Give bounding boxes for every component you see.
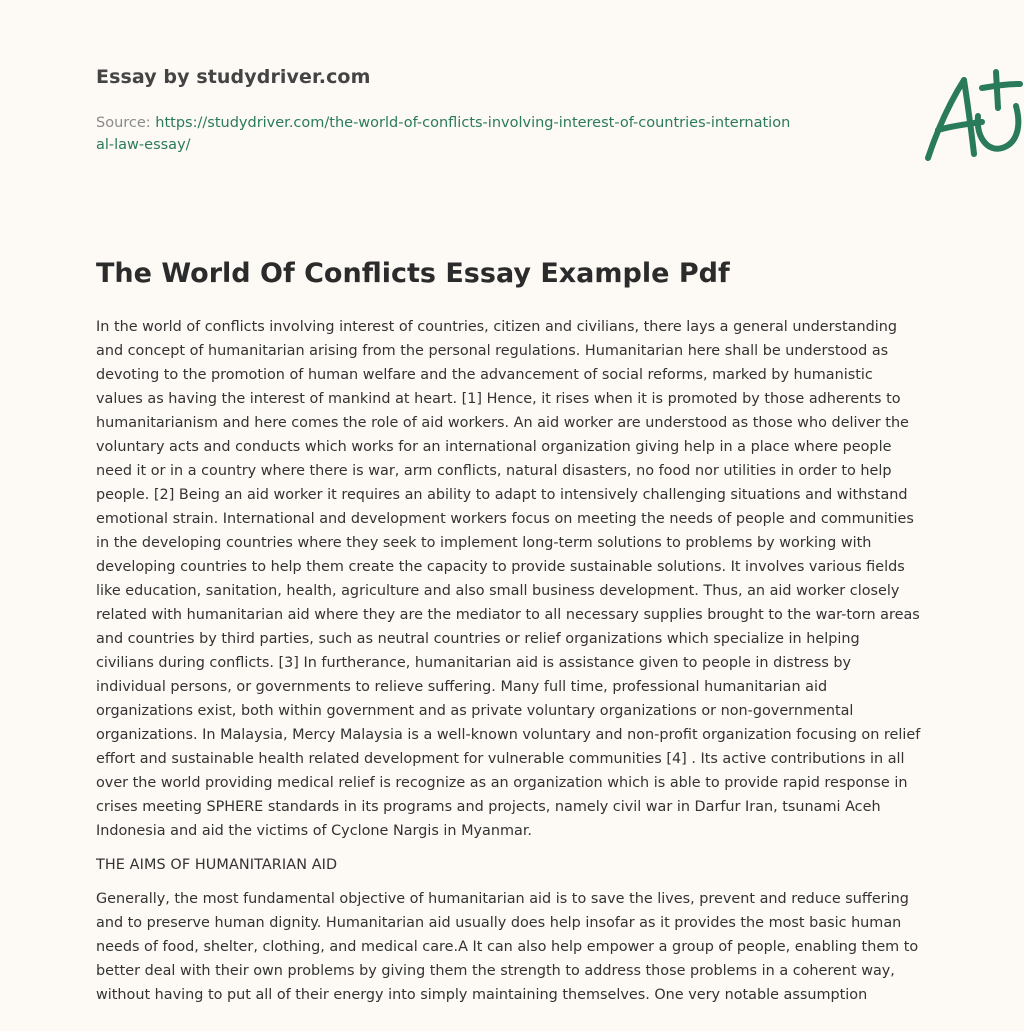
logo-a-right-stroke <box>964 80 974 154</box>
logo-plus-vertical <box>996 72 998 108</box>
source-link[interactable]: https://studydriver.com/the-world-of-conflicts-involving-interest-of-countries-international-law-essay/ <box>96 115 791 153</box>
source-line <box>96 112 796 156</box>
logo-swoosh <box>978 106 1019 149</box>
a-plus-logo-svg <box>916 66 1024 166</box>
section-heading: THE AIMS OF HUMANITARIAN AID <box>96 857 338 873</box>
a-plus-logo-icon <box>916 66 1024 166</box>
site-title: Essay by studydriver.com <box>96 66 371 88</box>
essay-title: The World Of Conflicts Essay Example Pdf <box>96 258 730 289</box>
logo-a-left-stroke <box>928 80 964 158</box>
essay-paragraph: Generally, the most fundamental objective of humanitarian aid is to save the lives, prevent and reduce suffering and to preserve human dignity. Humanitarian aid usually does help insofar as it provides the most basic human needs of food, shelter, clothing, and medical care.A It can also help empower a group of people, enabling them to better deal with their own problems by giving them the strength to address those problems in a coherent way, without having to put all of their energy into simply maintaining themselves. One very notable assumption <box>96 891 919 1003</box>
source-label: Source: <box>96 115 156 131</box>
essay-paragraph: In the world of conflicts involving interest of countries, citizen and civilians, there lays a general understanding and concept of humanitarian arising from the personal regulations. Humanitarian here shall be understood as devoting to the promotion of human welfare and the advancement of social reforms, marked by humanistic values as having the interest of mankind at heart. [1] Hence, it rises when it is promoted by those adherents to humanitarianism and here comes the role of aid workers. An aid worker are understood as those who deliver the voluntary acts and conducts which works for an international organization giving help in a place where people need it or in a country where there is war, arm conflicts, natural disasters, no food nor utilities in order to help people. [2] Being an aid worker it requires an ability to adapt to intensively challenging situations and withstand emotional strain. International and development workers focus on meeting the needs of people and communities in the developing countries where they seek to implement long-term solutions to problems by working with developing countries to help them create the capacity to provide sustainable solutions. It involves various fields like education, sanitation, health, agriculture and also small business development. Thus, an aid worker closely related with humanitarian aid where they are the mediator to all necessary supplies brought to the war-torn areas and countries by third parties, such as neutral countries or relief organizations which specialize in helping civilians during conflicts. [3] In furtherance, humanitarian aid is assistance given to people in distress by individual persons, or governments to relieve suffering. Many full time, professional humanitarian aid organizations exist, both within government and as private voluntary organizations or non-governmental organizations. In Malaysia, Mercy Malaysia is a well-known voluntary and non-profit organization focusing on relief effort and sustainable health related development for vulnerable communities [4] . Its active contributions in all over the world providing medical relief is recognize as an organization which is able to provide rapid response in crises meeting SPHERE standards in its programs and projects, namely civil war in Darfur Iran, tsunami Aceh Indonesia and aid the victims of Cyclone Nargis in Myanmar. <box>96 319 921 839</box>
logo-plus-horizontal <box>982 84 1020 88</box>
essay-body <box>96 315 922 1007</box>
